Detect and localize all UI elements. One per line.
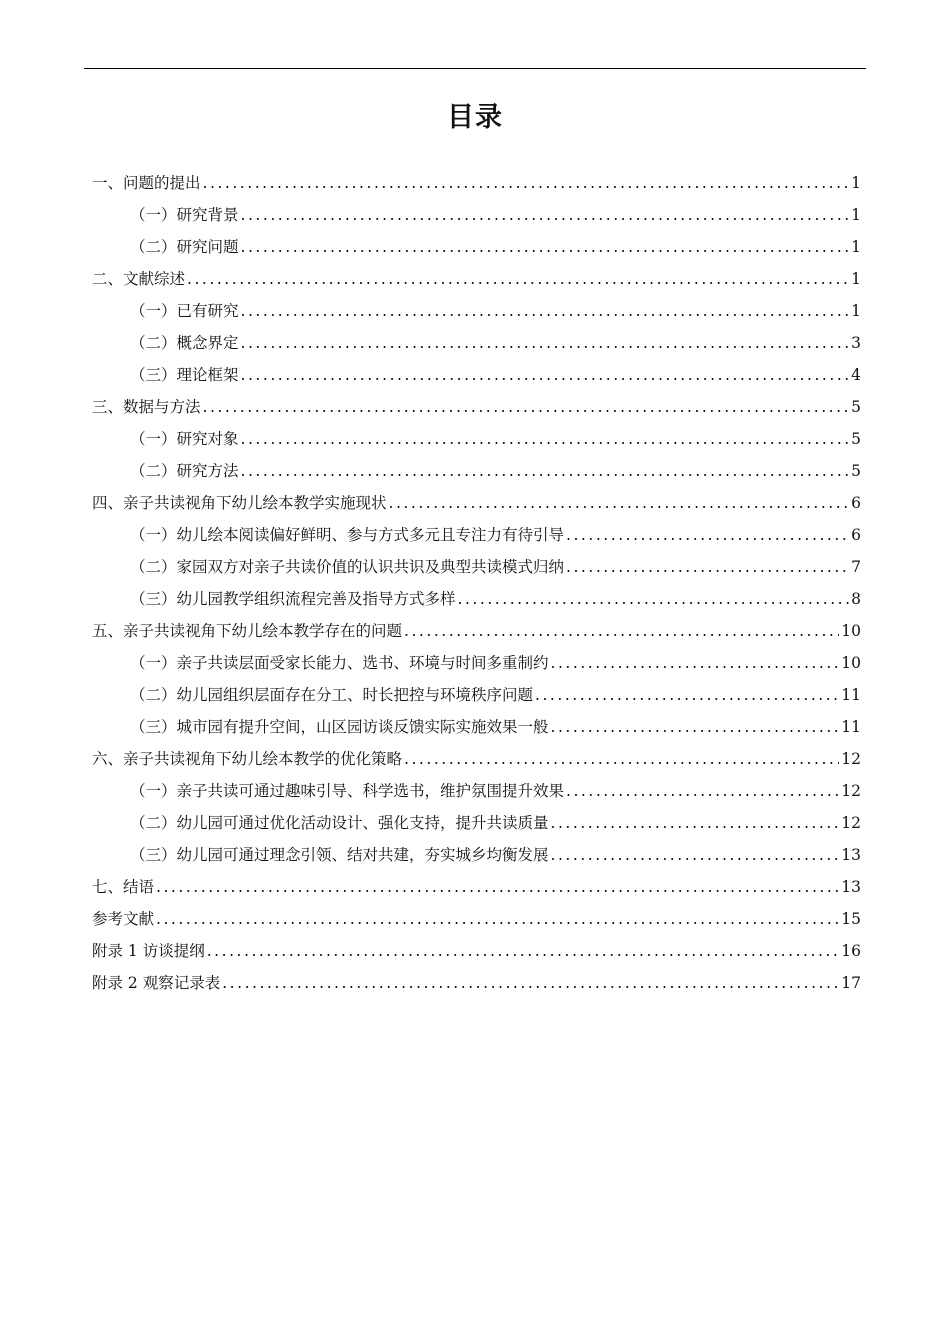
toc-entry-label: （一）幼儿绘本阅读偏好鲜明、参与方式多元且专注力有待引导 — [130, 526, 565, 544]
toc-dot-leader — [239, 231, 850, 263]
toc-dot-leader — [239, 423, 850, 455]
toc-entry[interactable] — [92, 295, 861, 327]
toc-entry[interactable] — [92, 967, 861, 999]
toc-entry[interactable] — [92, 423, 861, 455]
toc-entry-label: （三）理论框架 — [130, 366, 239, 384]
toc-entry-page-number: 1 — [851, 302, 861, 320]
toc-entry-page-number: 6 — [851, 526, 861, 544]
toc-entry-page-number: 1 — [851, 206, 861, 224]
toc-dot-leader — [549, 711, 840, 743]
toc-entry-page-number: 11 — [841, 686, 861, 704]
toc-entry-page-number: 5 — [851, 462, 861, 480]
toc-entry-label: 参考文献 — [92, 910, 155, 928]
toc-entry[interactable] — [92, 871, 861, 903]
toc-entry-page-number: 10 — [841, 654, 861, 672]
toc-entry[interactable] — [92, 455, 861, 487]
toc-dot-leader — [564, 519, 849, 551]
toc-entry[interactable] — [92, 711, 861, 743]
toc-entry-label: （二）概念界定 — [130, 334, 239, 352]
toc-entry[interactable] — [92, 231, 861, 263]
toc-entry[interactable] — [92, 263, 861, 295]
toc-entry-page-number: 1 — [851, 270, 861, 288]
toc-dot-leader — [387, 487, 850, 519]
toc-entry-label: 四、亲子共读视角下幼儿绘本教学实施现状 — [92, 494, 387, 512]
toc-dot-leader — [549, 647, 840, 679]
toc-dot-leader — [239, 359, 850, 391]
toc-entry-page-number: 17 — [841, 974, 861, 992]
toc-entry[interactable] — [92, 647, 861, 679]
toc-dot-leader — [205, 935, 840, 967]
toc-entry-label: 附录 2 观察记录表 — [92, 974, 221, 992]
toc-entry-page-number: 1 — [851, 174, 861, 192]
toc-entry-label: （二）幼儿园组织层面存在分工、时长把控与环境秩序问题 — [130, 686, 534, 704]
toc-dot-leader — [201, 167, 850, 199]
toc-entry[interactable] — [92, 391, 861, 423]
toc-dot-leader — [533, 679, 839, 711]
toc-entry-label: （一）亲子共读可通过趣味引导、科学选书，维护氛围提升效果 — [130, 782, 565, 800]
toc-dot-leader — [239, 295, 850, 327]
toc-entry-page-number: 5 — [851, 398, 861, 416]
toc-entry[interactable] — [92, 327, 861, 359]
toc-dot-leader — [549, 807, 840, 839]
toc-entry-page-number: 6 — [851, 494, 861, 512]
toc-title: 目录 — [447, 102, 503, 133]
toc-entry-label: （一）研究背景 — [130, 206, 239, 224]
toc-entry-page-number: 16 — [841, 942, 861, 960]
toc-dot-leader — [239, 455, 850, 487]
toc-entry[interactable] — [92, 839, 861, 871]
toc-entry-label: （二）家园双方对亲子共读价值的认识共识及典型共读模式归纳 — [130, 558, 565, 576]
toc-entry[interactable] — [92, 743, 861, 775]
toc-entry-label: 三、数据与方法 — [92, 398, 201, 416]
toc-entry-page-number: 12 — [841, 750, 861, 768]
toc-entry[interactable] — [92, 583, 861, 615]
toc-entry-label: （一）研究对象 — [130, 430, 239, 448]
toc-entry-page-number: 4 — [851, 366, 861, 384]
toc-entry-label: （一）亲子共读层面受家长能力、选书、环境与时间多重制约 — [130, 654, 549, 672]
toc-dot-leader — [402, 615, 839, 647]
toc-entry-label: （二）研究问题 — [130, 238, 239, 256]
toc-dot-leader — [402, 743, 839, 775]
toc-dot-leader — [154, 903, 839, 935]
toc-dot-leader — [239, 199, 850, 231]
toc-entry[interactable] — [92, 935, 861, 967]
toc-entry-page-number: 10 — [841, 622, 861, 640]
toc-entry-label: （三）幼儿园可通过理念引领、结对共建，夯实城乡均衡发展 — [130, 846, 549, 864]
toc-dot-leader — [549, 839, 840, 871]
toc-entry-label: （二）幼儿园可通过优化活动设计、强化支持，提升共读质量 — [130, 814, 549, 832]
toc-dot-leader — [564, 551, 849, 583]
header-rule — [84, 68, 866, 69]
toc-entry[interactable] — [92, 551, 861, 583]
toc-dot-leader — [154, 871, 839, 903]
toc-entry-page-number: 12 — [841, 782, 861, 800]
toc-entry-page-number: 3 — [851, 334, 861, 352]
toc-entry-page-number: 13 — [841, 846, 861, 864]
toc-entry-label: （二）研究方法 — [130, 462, 239, 480]
toc-entry-label: 五、亲子共读视角下幼儿绘本教学存在的问题 — [92, 622, 403, 640]
toc-dot-leader — [220, 967, 839, 999]
toc-entry[interactable] — [92, 519, 861, 551]
toc-entry-label: （一）已有研究 — [130, 302, 239, 320]
toc-entry-page-number: 7 — [851, 558, 861, 576]
toc-entry[interactable] — [92, 679, 861, 711]
toc-entry-page-number: 15 — [841, 910, 861, 928]
toc-entry-page-number: 12 — [841, 814, 861, 832]
toc-entry[interactable] — [92, 807, 861, 839]
toc-list — [92, 167, 861, 999]
toc-entry[interactable] — [92, 903, 861, 935]
toc-entry-label: 附录 1 访谈提纲 — [92, 942, 205, 960]
toc-entry-label: 六、亲子共读视角下幼儿绘本教学的优化策略 — [92, 750, 403, 768]
toc-entry[interactable] — [92, 359, 861, 391]
toc-dot-leader — [456, 583, 850, 615]
toc-entry[interactable] — [92, 487, 861, 519]
toc-entry-page-number: 8 — [851, 590, 861, 608]
toc-entry-label: 七、结语 — [92, 878, 155, 896]
toc-dot-leader — [239, 327, 850, 359]
toc-entry[interactable] — [92, 775, 861, 807]
toc-entry-label: 一、问题的提出 — [92, 174, 201, 192]
toc-entry[interactable] — [92, 167, 861, 199]
toc-dot-leader — [201, 391, 850, 423]
toc-entry-label: （三）幼儿园教学组织流程完善及指导方式多样 — [130, 590, 456, 608]
toc-entry[interactable] — [92, 615, 861, 647]
toc-dot-leader — [185, 263, 849, 295]
toc-entry-label: （三）城市园有提升空间，山区园访谈反馈实际实施效果一般 — [130, 718, 549, 736]
toc-entry-label: 二、文献综述 — [92, 270, 186, 288]
toc-entry-page-number: 1 — [851, 238, 861, 256]
toc-dot-leader — [564, 775, 839, 807]
toc-entry-page-number: 13 — [841, 878, 861, 896]
toc-entry[interactable] — [92, 199, 861, 231]
toc-entry-page-number: 11 — [841, 718, 861, 736]
toc-entry-page-number: 5 — [851, 430, 861, 448]
